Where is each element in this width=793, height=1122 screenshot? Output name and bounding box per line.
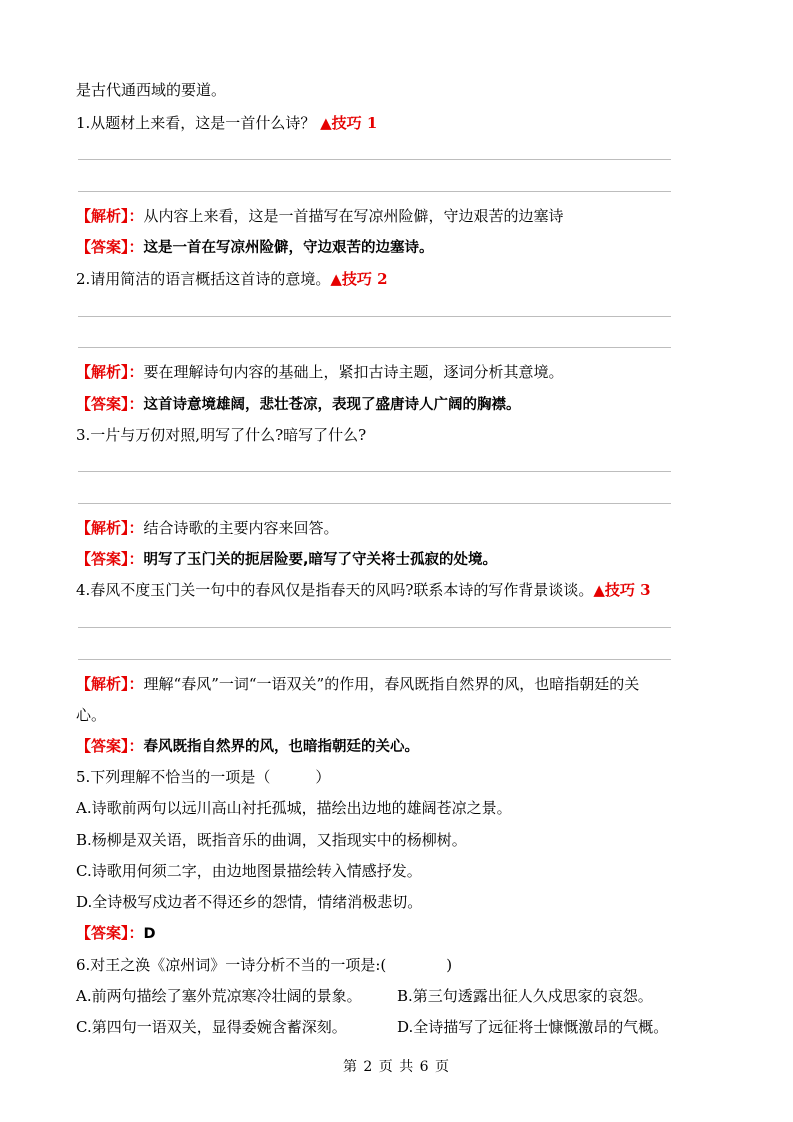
answer-label: 【答案】 (76, 238, 129, 256)
question-6-option-c: C.第四句一语双关，显得委婉含蓄深刻。 (76, 1018, 347, 1036)
question-2-tag: ▲技巧 2 (330, 270, 388, 288)
answer-2: 【答案】：这首诗意境雄阔，悲壮苍凉，表现了盛唐诗人广阔的胸襟。 (76, 395, 521, 413)
question-2-text: 2.请用简洁的语言概括这首诗的意境。 (76, 270, 331, 288)
question-5-option-a: A.诗歌前两句以远川高山衬托孤城，描绘出边地的雄阔苍凉之景。 (76, 799, 512, 817)
answer-line (78, 627, 671, 628)
question-1-text: 1.从题材上来看，这是一首什么诗？ (76, 114, 321, 132)
question-6-option-a: A.前两句描绘了塞外荒凉寒冷壮阔的景象。 (76, 987, 362, 1005)
question-5-option-b: B.杨柳是双关语，既指音乐的曲调，又指现实中的杨柳树。 (76, 831, 467, 849)
question-3: 3.一片与万仞对照,明写了什么?暗写了什么? (76, 426, 367, 444)
answer-line (78, 503, 671, 504)
answer-line (78, 347, 671, 348)
answer-4: 【答案】：春风既指自然界的风，也暗指朝廷的关心。 (76, 737, 420, 755)
answer-text: 明写了玉门关的扼居险要,暗写了守关将士孤寂的处境。 (143, 552, 498, 568)
question-5: 5.下列理解不恰当的一项是（ ） (76, 768, 331, 786)
question-5-option-c: C.诗歌用何须二字，由边地图景描绘转入情感抒发。 (76, 862, 422, 880)
question-1-tag: ▲技巧 1 (320, 114, 378, 132)
answer-label: 【答案】 (76, 924, 129, 942)
answer-text: 这首诗意境雄阔，悲壮苍凉，表现了盛唐诗人广阔的胸襟。 (143, 397, 521, 413)
answer-line (78, 316, 671, 317)
analysis-label: 【解析】 (76, 519, 129, 537)
question-2 (76, 269, 388, 289)
analysis-4-continued: 心。 (76, 706, 107, 724)
answer-text: D (143, 926, 156, 942)
page-footer: 第 2 页 共 6 页 (342, 1059, 451, 1075)
analysis-3: 【解析】：结合诗歌的主要内容来回答。 (76, 519, 339, 537)
analysis-text: 理解“春风”一词“一语双关”的作用，春风既指自然界的风，也暗指朝廷的关 (143, 675, 640, 693)
question-4-text: 4.春风不度玉门关一句中的春风仅是指春天的风吗?联系本诗的写作背景谈谈。 (76, 581, 594, 599)
answer-text: 这是一首在写凉州险僻，守边艰苦的边塞诗。 (143, 240, 434, 256)
answer-5: 【答案】：D (76, 924, 156, 942)
answer-line (78, 471, 671, 472)
analysis-text: 要在理解诗句内容的基础上，紧扣古诗主题，逐词分析其意境。 (143, 363, 564, 381)
answer-line (78, 191, 671, 192)
answer-line (78, 659, 671, 660)
answer-label: 【答案】 (76, 550, 129, 568)
analysis-text: 从内容上来看，这是一首描写在写凉州险僻，守边艰苦的边塞诗 (143, 207, 564, 225)
question-5-option-d: D.全诗极写戍边者不得还乡的怨情，情绪消极悲切。 (76, 893, 423, 911)
question-4-tag: ▲技巧 3 (593, 581, 651, 599)
question-6-option-b: B.第三句透露出征人久戍思家的哀怨。 (397, 987, 653, 1005)
analysis-text: 结合诗歌的主要内容来回答。 (143, 519, 339, 537)
question-1 (76, 113, 377, 133)
question-4 (76, 580, 651, 600)
analysis-2: 【解析】：要在理解诗句内容的基础上，紧扣古诗主题，逐词分析其意境。 (76, 363, 564, 381)
analysis-label: 【解析】 (76, 363, 129, 381)
answer-1: 【答案】：这是一首在写凉州险僻，守边艰苦的边塞诗。 (76, 238, 434, 256)
answer-label: 【答案】 (76, 395, 129, 413)
analysis-1: 【解析】：从内容上来看，这是一首描写在写凉州险僻，守边艰苦的边塞诗 (76, 207, 564, 225)
analysis-label: 【解析】 (76, 207, 129, 225)
answer-label: 【答案】 (76, 737, 129, 755)
question-6-option-d: D.全诗描写了远征将士慷慨激昂的气概。 (397, 1018, 669, 1036)
analysis-label: 【解析】 (76, 675, 129, 693)
answer-3: 【答案】：明写了玉门关的扼居险要,暗写了守关将士孤寂的处境。 (76, 550, 498, 568)
intro-line: 是古代通西域的要道。 (76, 81, 227, 99)
answer-text: 春风既指自然界的风，也暗指朝廷的关心。 (143, 739, 420, 755)
analysis-4: 【解析】：理解“春风”一词“一语双关”的作用，春风既指自然界的风，也暗指朝廷的关 (76, 675, 640, 693)
answer-line (78, 159, 671, 160)
question-6: 6.对王之涣《凉州词》一诗分析不当的一项是:( ) (76, 956, 453, 974)
